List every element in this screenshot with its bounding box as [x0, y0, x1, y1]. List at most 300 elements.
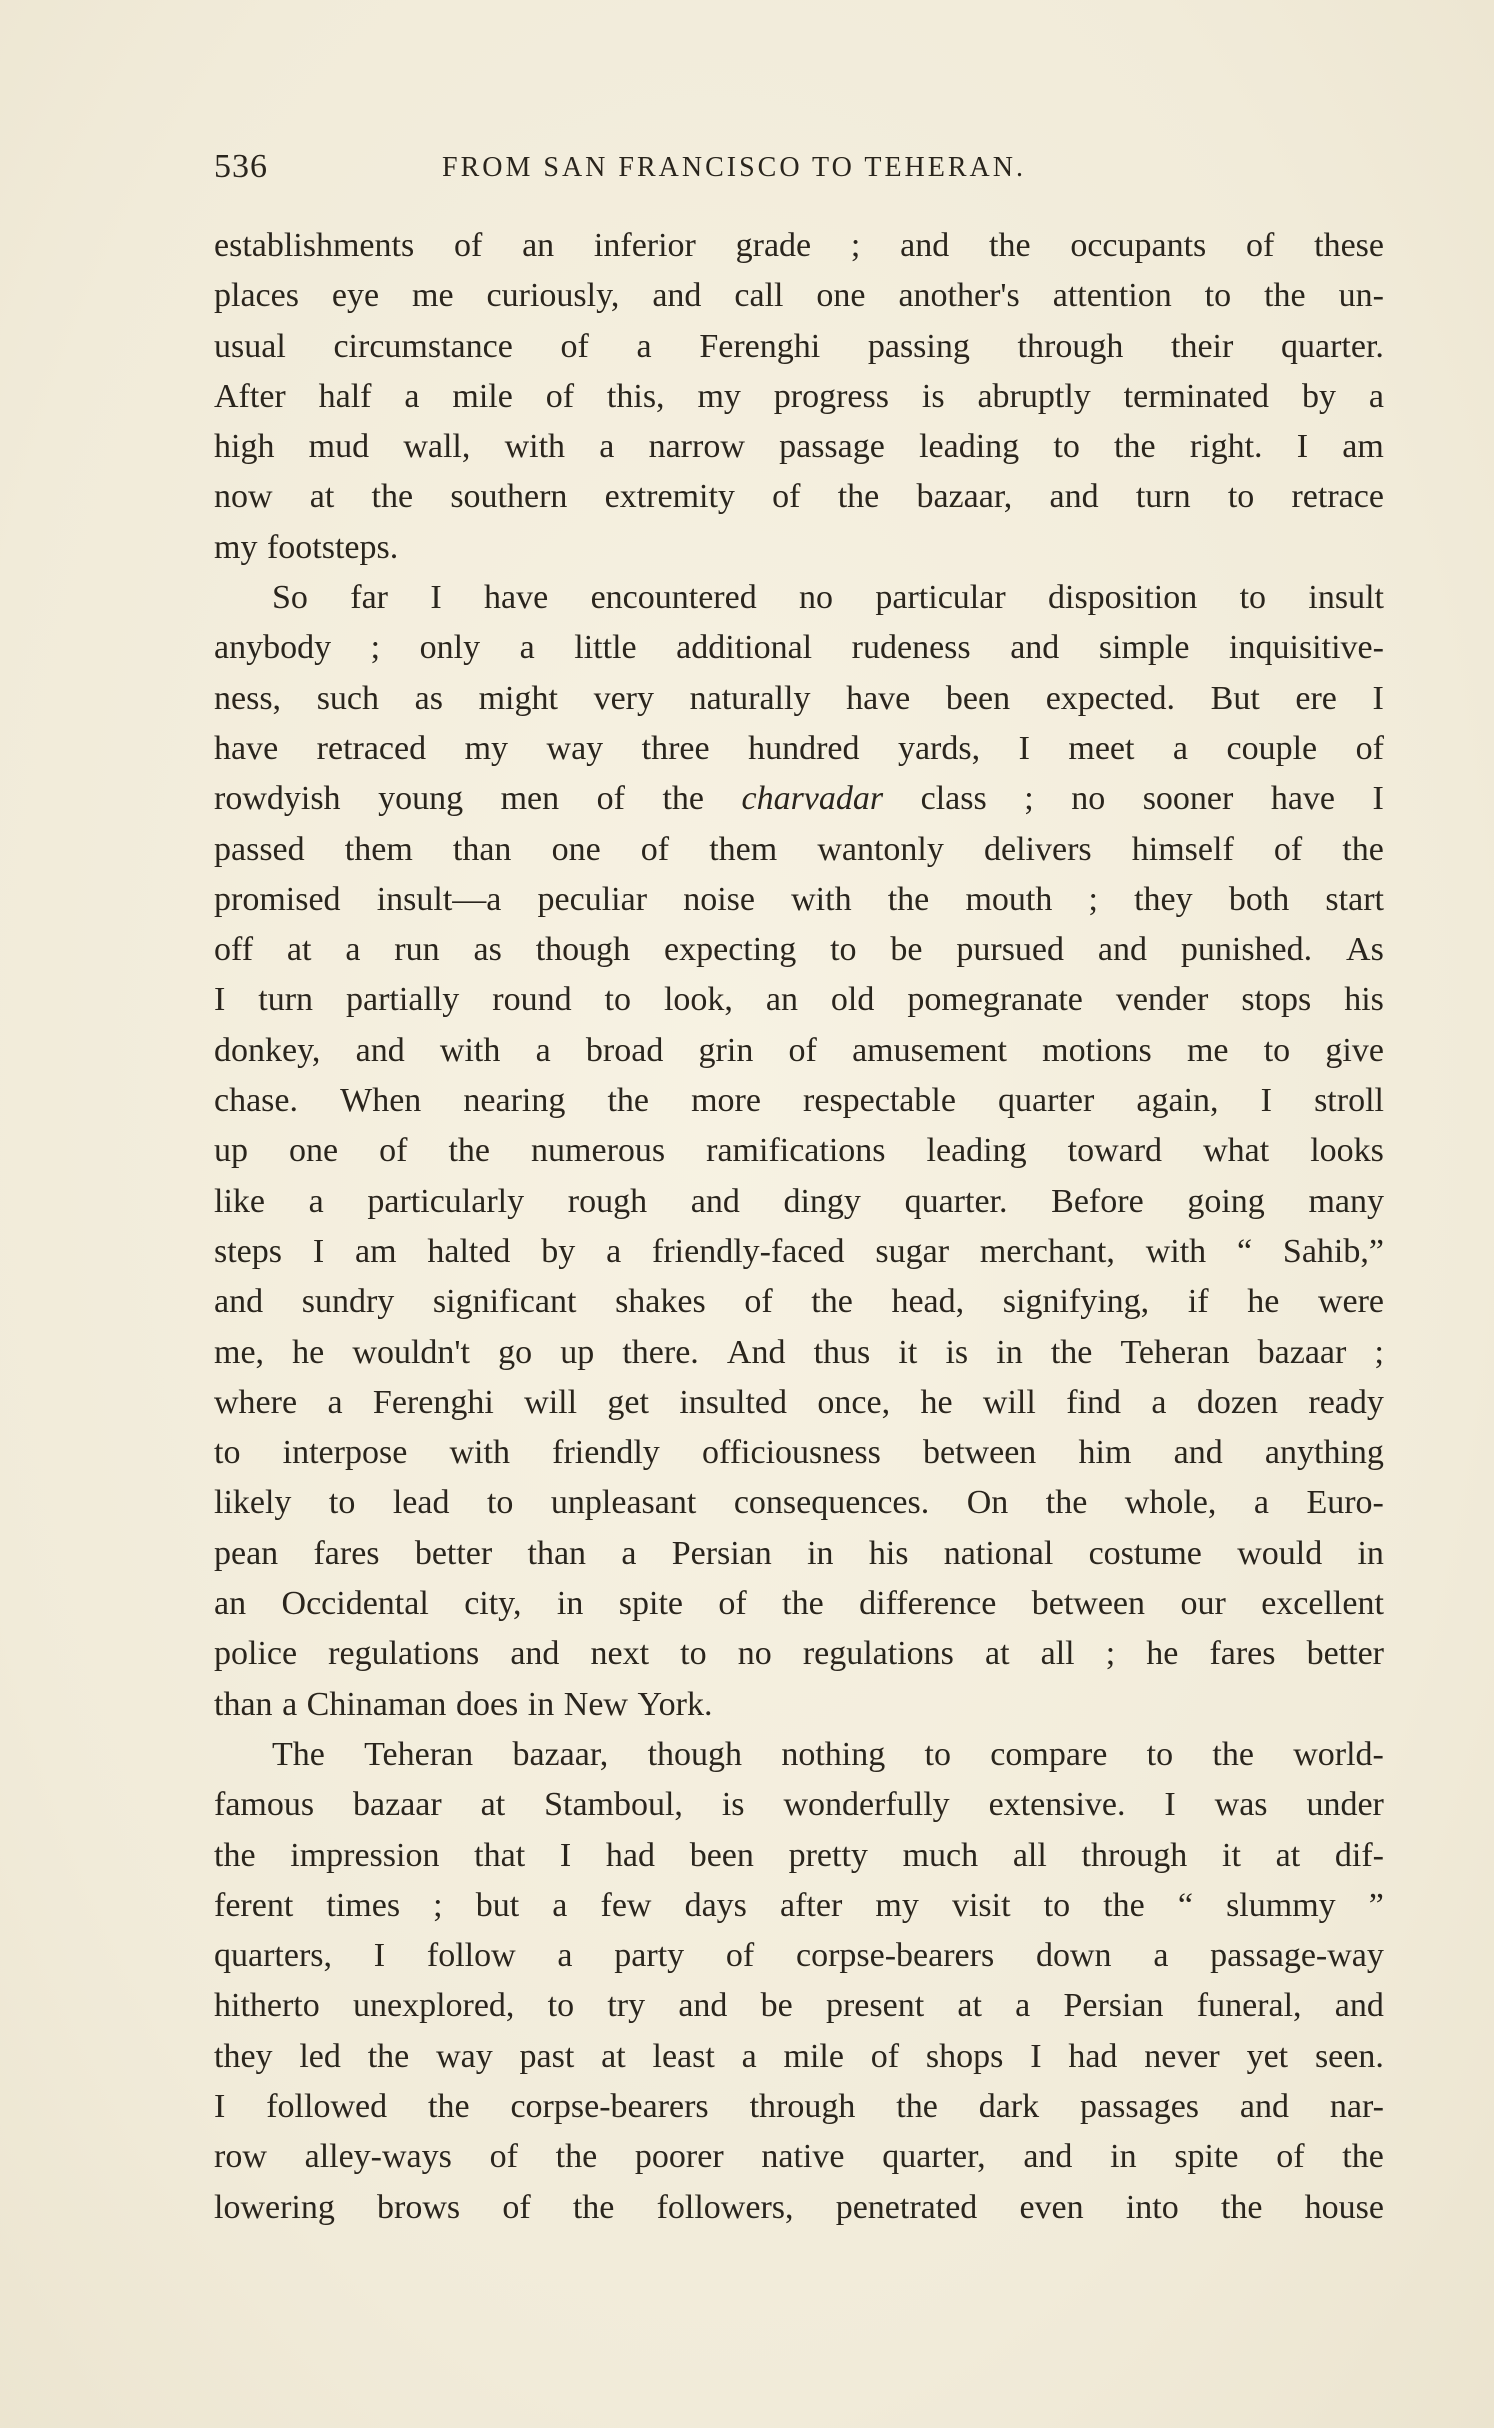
- word: wall,: [403, 428, 471, 466]
- word: was: [1214, 1786, 1268, 1824]
- word: if: [1187, 1283, 1209, 1321]
- word: difference: [859, 1585, 997, 1623]
- word: way: [436, 2037, 493, 2075]
- word: fares: [1209, 1635, 1276, 1673]
- word: round: [492, 981, 572, 1019]
- word: pretty: [788, 1836, 868, 1874]
- word: many: [1308, 1182, 1384, 1220]
- word: vender: [1115, 981, 1209, 1019]
- word: ;: [850, 227, 861, 264]
- text-line: [214, 422, 1384, 472]
- word: than: [214, 1685, 273, 1723]
- word: a: [404, 377, 420, 415]
- word: to: [1043, 1886, 1071, 1924]
- page-header: [214, 148, 1384, 192]
- word: in: [996, 1333, 1023, 1371]
- word: of: [596, 780, 625, 818]
- word: mile: [783, 2037, 844, 2075]
- word: York.: [637, 1685, 713, 1723]
- word: where: [214, 1383, 298, 1421]
- word: to: [547, 1987, 575, 2025]
- word: particular: [875, 579, 1006, 617]
- word: donkey,: [214, 1031, 321, 1069]
- word: am: [1342, 428, 1384, 466]
- word: as: [414, 679, 443, 717]
- word: ready: [1308, 1383, 1384, 1421]
- word: my: [875, 1886, 919, 1924]
- text-line: [214, 372, 1384, 422]
- word: him: [1078, 1434, 1132, 1472]
- word: by: [1301, 377, 1336, 415]
- word: extremity: [604, 478, 735, 516]
- word: a: [636, 327, 652, 365]
- word: poorer: [634, 2138, 724, 2176]
- word: unexplored,: [352, 1987, 515, 2025]
- word: does: [455, 1685, 519, 1723]
- text-line: [214, 2132, 1384, 2182]
- word: might: [478, 679, 558, 717]
- word: spite: [618, 1585, 683, 1623]
- word: extensive.: [988, 1786, 1126, 1824]
- word: better: [1306, 1635, 1384, 1673]
- word: penetrated: [835, 2188, 978, 2226]
- word: I: [373, 1937, 386, 1975]
- word: to: [830, 931, 857, 969]
- word: his: [1344, 981, 1384, 1019]
- word: through: [749, 2087, 856, 2125]
- word: pean: [214, 1534, 279, 1572]
- word: been: [689, 1836, 754, 1874]
- word: to: [680, 1635, 707, 1673]
- word: run: [394, 931, 440, 969]
- word: than: [527, 1534, 587, 1572]
- word: had: [1068, 2037, 1118, 2075]
- word: southern: [450, 478, 568, 516]
- text-line: [214, 1428, 1384, 1478]
- word: give: [1325, 1031, 1384, 1069]
- text-line: [214, 623, 1384, 673]
- word: to: [924, 1735, 951, 1773]
- word: and: [1049, 478, 1099, 516]
- word: he: [920, 1383, 953, 1421]
- word: Euro-: [1306, 1484, 1384, 1522]
- word: to: [1053, 428, 1080, 466]
- word: simple: [1098, 629, 1190, 667]
- word: of: [725, 1937, 755, 1975]
- word: he: [1247, 1283, 1280, 1321]
- word: the: [1220, 2188, 1263, 2226]
- word: lead: [392, 1484, 450, 1522]
- word: dark: [978, 2087, 1040, 2125]
- text-line: [214, 1579, 1384, 1629]
- text-line: [214, 925, 1384, 975]
- word: hundred: [748, 729, 860, 767]
- word: a: [1151, 1383, 1167, 1421]
- word: his: [868, 1534, 909, 1572]
- word: usual: [214, 327, 286, 365]
- word: inferior: [593, 227, 696, 264]
- word: bazaar: [353, 1786, 442, 1824]
- word: dif-: [1334, 1836, 1384, 1874]
- text-line: [214, 1076, 1384, 1126]
- word: stops: [1241, 981, 1312, 1019]
- word: officiousness: [702, 1434, 881, 1472]
- word: a: [606, 1232, 622, 1270]
- word: the: [811, 1283, 853, 1321]
- word: encountered: [590, 579, 757, 617]
- word: to: [604, 981, 631, 1019]
- word: eye: [331, 277, 380, 315]
- word: Stamboul,: [544, 1786, 683, 1824]
- word: mouth: [965, 880, 1053, 918]
- word: find: [1066, 1383, 1121, 1421]
- word: ;: [1024, 780, 1034, 818]
- word: the: [1342, 830, 1384, 868]
- word: been: [945, 679, 1011, 717]
- word: rudeness: [851, 629, 971, 667]
- word: in: [1110, 2138, 1137, 2176]
- text-line: [214, 573, 1384, 623]
- word: that: [474, 1836, 526, 1874]
- word: couple: [1226, 729, 1318, 767]
- word: in: [807, 1534, 834, 1572]
- word: like: [214, 1182, 265, 1220]
- word: and: [1023, 2138, 1073, 2176]
- page-number: 536: [214, 148, 268, 185]
- word: and: [900, 227, 950, 264]
- word: me,: [214, 1333, 265, 1371]
- word: the: [887, 880, 930, 918]
- word: at: [480, 1786, 506, 1824]
- word: but: [475, 1886, 520, 1924]
- word: the: [1045, 1484, 1088, 1522]
- word: a: [1153, 1937, 1169, 1975]
- word: I: [430, 579, 442, 617]
- word: call: [734, 277, 784, 315]
- text-line: [214, 271, 1384, 321]
- word: brows: [377, 2188, 461, 2226]
- word: the: [1103, 1886, 1145, 1924]
- word: sugar: [875, 1232, 950, 1270]
- text-line: [214, 1881, 1384, 1931]
- word: particularly: [367, 1182, 525, 1220]
- word: the: [371, 478, 414, 516]
- word: signifying,: [1002, 1283, 1150, 1321]
- word: and: [1010, 629, 1060, 667]
- word: present: [825, 1987, 925, 2025]
- word: half: [318, 377, 372, 415]
- word: insult—a: [376, 880, 502, 918]
- word: ;: [1105, 1635, 1116, 1673]
- word: had: [605, 1836, 655, 1874]
- word: whole,: [1124, 1484, 1217, 1522]
- word: he: [292, 1333, 325, 1371]
- word: what: [1203, 1132, 1270, 1170]
- word: one: [289, 1132, 339, 1170]
- word: much: [902, 1836, 979, 1874]
- word: with: [439, 1031, 501, 1069]
- word: under: [1306, 1786, 1384, 1824]
- word: quarter.: [904, 1182, 1008, 1220]
- word: after: [780, 1886, 843, 1924]
- word: of: [870, 2037, 900, 2075]
- word: bazaar: [1257, 1333, 1347, 1371]
- word: I: [1260, 1082, 1272, 1120]
- word: partially: [346, 981, 460, 1019]
- word: the: [572, 2188, 615, 2226]
- word: I: [559, 1836, 572, 1874]
- word: dozen: [1196, 1383, 1279, 1421]
- word: quarter,: [882, 2138, 986, 2176]
- text-line: [214, 1378, 1384, 1428]
- word: to: [1263, 1031, 1291, 1069]
- word: yet: [1246, 2037, 1289, 2075]
- word: ;: [1088, 880, 1098, 918]
- word: as: [473, 931, 502, 969]
- word: next: [590, 1635, 650, 1673]
- word: between: [923, 1434, 1037, 1472]
- word: both: [1228, 880, 1290, 918]
- word: will: [524, 1383, 578, 1421]
- word: I: [1372, 679, 1384, 717]
- word: insult: [1308, 579, 1384, 617]
- word: wouldn't: [352, 1333, 470, 1371]
- word: of: [502, 2188, 531, 2226]
- word: naturally: [689, 679, 811, 717]
- word: once,: [817, 1383, 891, 1421]
- word: a: [599, 428, 615, 466]
- word: passed: [214, 830, 305, 868]
- word: them: [709, 830, 778, 868]
- word: broad: [585, 1031, 664, 1069]
- word: very: [593, 679, 654, 717]
- word: anybody: [214, 629, 332, 667]
- word: and: [1097, 931, 1147, 969]
- word: thus: [813, 1333, 871, 1371]
- word: and: [652, 277, 702, 315]
- word: retraced: [316, 729, 427, 767]
- word: between: [1031, 1585, 1146, 1623]
- word: ;: [370, 629, 381, 667]
- word: narrow: [648, 428, 745, 466]
- word: I: [1372, 780, 1384, 818]
- word: world-: [1293, 1735, 1384, 1773]
- word: the: [607, 1082, 649, 1120]
- text-line: [214, 1780, 1384, 1830]
- word: than: [452, 830, 512, 868]
- word: of: [788, 1031, 817, 1069]
- word: When: [340, 1082, 422, 1120]
- word: and: [678, 1987, 728, 2025]
- word: up: [214, 1132, 248, 1170]
- text-line: [214, 774, 1384, 824]
- word: into: [1125, 2188, 1179, 2226]
- word: to: [486, 1484, 514, 1522]
- text-line: [214, 523, 1384, 573]
- word: progress: [773, 377, 889, 415]
- word: “: [1177, 1886, 1193, 1924]
- word: high: [214, 428, 275, 466]
- word: is: [721, 1786, 745, 1824]
- word: the: [782, 1585, 824, 1623]
- word: of: [772, 478, 801, 516]
- word: and: [510, 1635, 560, 1673]
- word: likely: [214, 1484, 292, 1522]
- word: my: [214, 528, 258, 566]
- word: a: [535, 1031, 551, 1069]
- word: the: [448, 1132, 491, 1170]
- word: no: [1071, 780, 1106, 818]
- word: going: [1187, 1182, 1265, 1220]
- word: they: [1134, 880, 1193, 918]
- word: expecting: [664, 931, 797, 969]
- word: passing: [867, 327, 970, 365]
- text-line: [214, 825, 1384, 875]
- word: be: [760, 1987, 793, 2025]
- word: he: [1146, 1635, 1179, 1673]
- word: a: [282, 1685, 298, 1723]
- word: days: [684, 1886, 747, 1924]
- word: The: [272, 1735, 325, 1773]
- word: native: [761, 2138, 845, 2176]
- word: As: [1346, 931, 1384, 969]
- word: So: [272, 579, 308, 617]
- word: in: [556, 1585, 584, 1623]
- word: steps: [214, 1232, 282, 1270]
- word: party: [614, 1937, 685, 1975]
- word: corpse-bearers: [796, 1937, 995, 1975]
- word: more: [691, 1082, 761, 1120]
- word: by: [541, 1232, 576, 1270]
- word: quarters,: [214, 1937, 333, 1975]
- word: stroll: [1314, 1082, 1384, 1120]
- word: sooner: [1142, 780, 1234, 818]
- word: have: [484, 579, 549, 617]
- word: an: [765, 981, 798, 1019]
- text-line: [214, 724, 1384, 774]
- word: of: [744, 1283, 773, 1321]
- word: himself: [1131, 830, 1234, 868]
- word: regulations: [802, 1635, 954, 1673]
- word: to: [1239, 579, 1267, 617]
- word: of: [640, 830, 670, 868]
- word: through: [1081, 1836, 1188, 1874]
- word: off: [214, 931, 254, 969]
- word: way: [546, 729, 604, 767]
- word: would: [1237, 1534, 1323, 1572]
- word: of: [379, 1132, 408, 1170]
- word: ;: [433, 1886, 443, 1924]
- word: were: [1317, 1283, 1384, 1321]
- word: the: [555, 2138, 598, 2176]
- word: mud: [308, 428, 370, 466]
- word: Sahib,”: [1282, 1232, 1384, 1270]
- word: Teheran: [364, 1735, 474, 1773]
- text-line: [214, 1680, 1384, 1730]
- word: retrace: [1291, 478, 1384, 516]
- word: three: [641, 729, 710, 767]
- word: un-: [1338, 277, 1384, 315]
- word: ”: [1368, 1886, 1384, 1924]
- word: it: [1222, 1836, 1241, 1874]
- text-line: [214, 1126, 1384, 1176]
- word: right.: [1189, 428, 1263, 466]
- word: police: [214, 1635, 298, 1673]
- word: leading: [926, 1132, 1027, 1170]
- word: significant: [432, 1283, 577, 1321]
- word: abruptly: [977, 377, 1091, 415]
- word: ere: [1295, 679, 1337, 717]
- word: punished.: [1180, 931, 1313, 969]
- word: seen.: [1314, 2037, 1384, 2075]
- word: with: [504, 428, 566, 466]
- word: Persian: [1063, 1987, 1164, 2025]
- word: it: [898, 1333, 918, 1371]
- text-line: [214, 674, 1384, 724]
- word: the: [1212, 1735, 1254, 1773]
- word: unpleasant: [550, 1484, 697, 1522]
- text-line: [214, 2082, 1384, 2132]
- word: little: [574, 629, 637, 667]
- word: “: [1236, 1232, 1253, 1270]
- word: of: [545, 377, 575, 415]
- word: turn: [1135, 478, 1191, 516]
- word: respectable: [803, 1082, 956, 1120]
- word: these: [1314, 227, 1384, 264]
- word: additional: [676, 629, 813, 667]
- word: in: [527, 1685, 555, 1723]
- word: I: [312, 1232, 325, 1270]
- word: regulations: [328, 1635, 480, 1673]
- word: anything: [1264, 1434, 1384, 1472]
- word: Ferenghi: [372, 1383, 494, 1421]
- word: though: [647, 1735, 743, 1773]
- word: even: [1019, 2188, 1084, 2226]
- word: class: [920, 780, 987, 818]
- word: the: [896, 2087, 938, 2125]
- word: a: [1368, 377, 1384, 415]
- word: expected.: [1045, 679, 1176, 717]
- word: passage: [779, 428, 885, 466]
- word: visit: [951, 1886, 1011, 1924]
- word: yards,: [897, 729, 981, 767]
- word: leading: [919, 428, 1020, 466]
- word: quarter.: [1281, 327, 1384, 365]
- word: spite: [1174, 2138, 1239, 2176]
- word: turn: [258, 981, 314, 1019]
- word: I: [1296, 428, 1309, 466]
- word: again,: [1136, 1082, 1219, 1120]
- word: national: [943, 1534, 1054, 1572]
- word: led: [299, 2037, 341, 2075]
- word: excellent: [1261, 1585, 1384, 1623]
- word: friendly-faced: [652, 1232, 845, 1270]
- word: to: [1204, 277, 1232, 315]
- word: the: [1342, 2138, 1384, 2176]
- word: with: [791, 880, 852, 918]
- word: of: [560, 327, 589, 365]
- text-line: [214, 975, 1384, 1025]
- word: no: [799, 579, 834, 617]
- word: is: [921, 377, 945, 415]
- word: merchant,: [979, 1232, 1115, 1270]
- word: the: [837, 478, 880, 516]
- word: nothing: [781, 1735, 886, 1773]
- word: an: [214, 1585, 247, 1623]
- word: ferent: [214, 1886, 294, 1924]
- word: head,: [891, 1283, 965, 1321]
- word: start: [1325, 880, 1384, 918]
